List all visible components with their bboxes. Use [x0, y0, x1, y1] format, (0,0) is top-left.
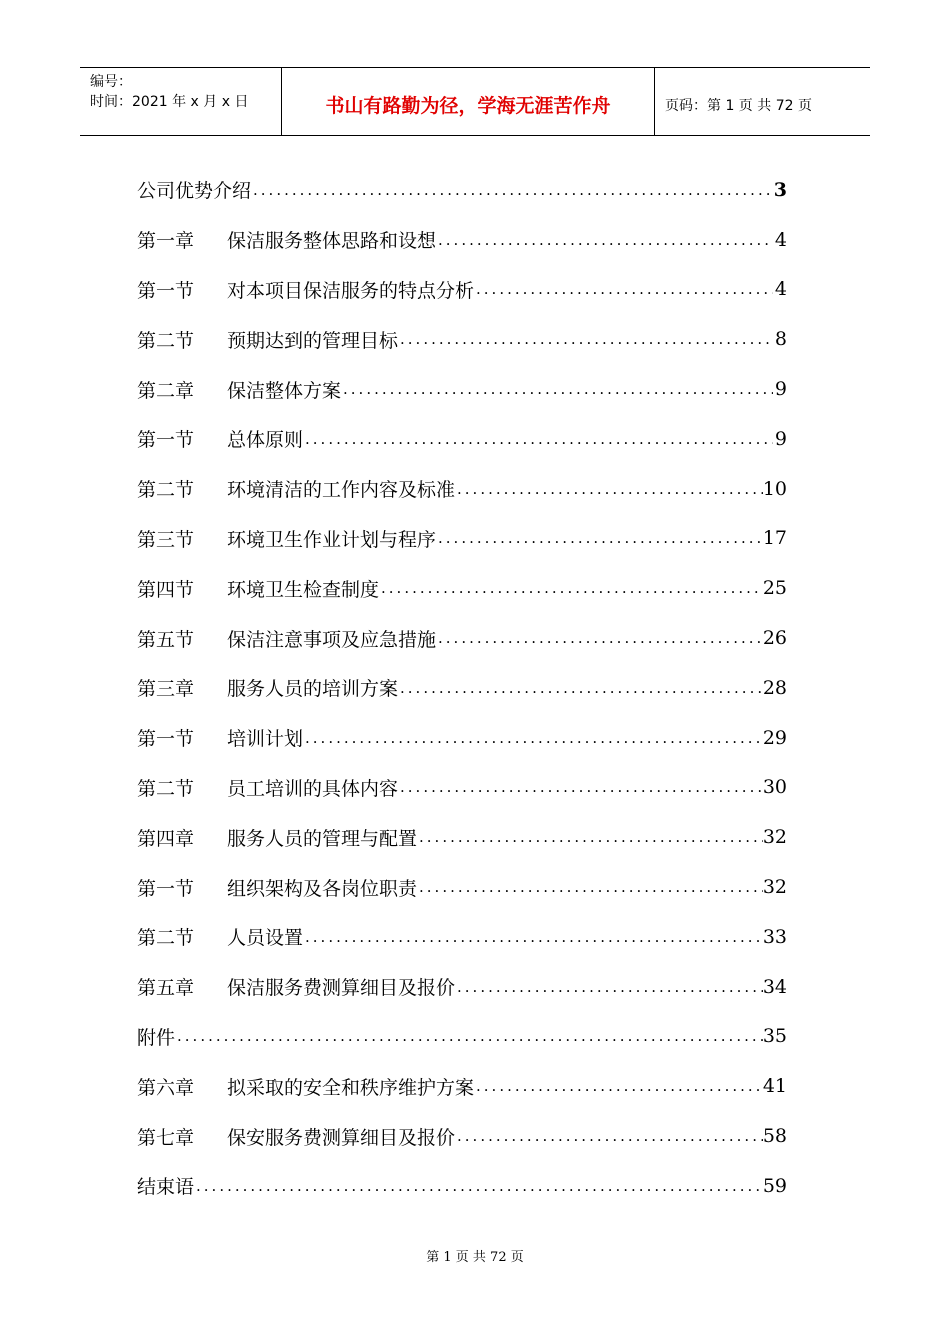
toc-dot-leader [398, 778, 763, 796]
toc-entry-title: 保洁服务费测算细目及报价 [227, 977, 456, 1000]
toc-entry-title: 保洁整体方案 [227, 379, 342, 402]
toc-entry-number: 第四章 [137, 827, 195, 850]
toc-entry-title: 拟采取的安全和秩序维护方案 [227, 1076, 475, 1099]
toc-entry-number: 第二节 [137, 329, 195, 352]
toc-entry-number: 第一节 [137, 728, 195, 751]
toc-entry-page: 17 [762, 527, 787, 550]
toc-entry-page: 26 [762, 627, 787, 650]
toc-entry[interactable] [137, 514, 787, 564]
toc-dot-leader [436, 629, 763, 647]
toc-entry-title: 培训计划 [227, 728, 304, 751]
toc-dot-leader [455, 978, 763, 996]
toc-entry-title: 员工培训的具体内容 [227, 777, 399, 800]
toc-entry-title: 环境清洁的工作内容及标准 [227, 479, 456, 502]
toc-dot-leader [417, 878, 763, 896]
toc-entry-page: 3 [773, 178, 787, 201]
toc-entry-number: 第三章 [137, 678, 195, 701]
toc-entry[interactable] [137, 1061, 787, 1111]
toc-entry-number: 第一节 [137, 279, 195, 302]
toc-dot-leader [455, 1127, 763, 1145]
toc-entry[interactable] [137, 663, 787, 713]
toc-dot-leader [251, 181, 773, 199]
toc-entry-title: 保洁服务整体思路和设想 [227, 230, 437, 253]
table-of-contents [137, 165, 787, 1211]
toc-dot-leader [398, 679, 763, 697]
toc-entry[interactable] [137, 962, 787, 1012]
toc-entry-page: 8 [774, 328, 787, 351]
toc-entry-title: 保洁注意事项及应急措施 [227, 628, 437, 651]
toc-entry[interactable] [137, 812, 787, 862]
toc-entry[interactable] [137, 464, 787, 514]
toc-entry-title: 公司优势介绍 [137, 180, 252, 203]
number-label: 编号： [90, 74, 132, 90]
toc-dot-leader [474, 280, 773, 298]
toc-entry-number: 第二节 [137, 927, 195, 950]
toc-entry-page: 30 [762, 776, 787, 799]
toc-dot-leader [194, 1177, 763, 1195]
toc-entry-title: 预期达到的管理目标 [227, 329, 399, 352]
toc-entry-page: 9 [774, 427, 787, 450]
toc-entry-page: 10 [762, 477, 787, 500]
toc-entry-number: 第六章 [137, 1076, 195, 1099]
toc-entry-title: 服务人员的管理与配置 [227, 827, 418, 850]
toc-entry[interactable] [137, 613, 787, 663]
toc-entry-title: 环境卫生作业计划与程序 [227, 528, 437, 551]
toc-dot-leader [436, 529, 763, 547]
toc-entry-page: 4 [774, 278, 787, 301]
toc-dot-leader [303, 729, 763, 747]
toc-entry-page: 58 [762, 1125, 787, 1148]
time-label: 时间：2021 年 x 月 x 日 [90, 94, 249, 110]
toc-entry-title: 环境卫生检查制度 [227, 578, 380, 601]
toc-entry[interactable] [137, 165, 787, 215]
toc-entry-number: 第七章 [137, 1126, 195, 1149]
toc-dot-leader [341, 380, 773, 398]
toc-entry-page: 41 [762, 1075, 787, 1098]
header-page-info: 页码：第 1 页 共 72 页 [665, 97, 812, 114]
header-meta-cell [80, 68, 282, 135]
toc-entry-number: 第一章 [137, 230, 195, 253]
toc-dot-leader [303, 430, 773, 448]
toc-entry-title: 附件 [137, 1026, 176, 1049]
toc-entry-page: 59 [762, 1174, 787, 1197]
toc-entry-number: 第一节 [137, 429, 195, 452]
toc-entry[interactable] [137, 563, 787, 613]
page-footer: 第 1 页 共 72 页 [426, 1250, 524, 1265]
toc-entry-title: 结束语 [137, 1176, 195, 1199]
toc-entry-number: 第二节 [137, 777, 195, 800]
toc-entry-number: 第五节 [137, 628, 195, 651]
toc-entry-page: 33 [762, 925, 787, 948]
toc-entry-page: 28 [762, 676, 787, 699]
toc-entry-page: 9 [774, 378, 787, 401]
toc-entry[interactable] [137, 1012, 787, 1062]
document-header [80, 67, 870, 136]
toc-entry-page: 32 [762, 826, 787, 849]
toc-entry-title: 对本项目保洁服务的特点分析 [227, 279, 475, 302]
header-motto: 书山有路勤为径，学海无涯苦作舟 [282, 68, 655, 135]
toc-entry[interactable] [137, 713, 787, 763]
toc-entry-title: 人员设置 [227, 927, 304, 950]
toc-entry-number: 第四节 [137, 578, 195, 601]
toc-entry[interactable] [137, 364, 787, 414]
toc-entry-title: 保安服务费测算细目及报价 [227, 1126, 456, 1149]
toc-entry-title: 组织架构及各岗位职责 [227, 877, 418, 900]
toc-entry[interactable] [137, 1161, 787, 1211]
toc-entry[interactable] [137, 414, 787, 464]
toc-entry-number: 第一节 [137, 877, 195, 900]
toc-entry-page: 32 [762, 876, 787, 899]
toc-entry-title: 服务人员的培训方案 [227, 678, 399, 701]
toc-entry-number: 第三节 [137, 528, 195, 551]
toc-entry[interactable] [137, 763, 787, 813]
toc-dot-leader [175, 1027, 763, 1045]
toc-entry-title: 总体原则 [227, 429, 304, 452]
toc-entry-page: 25 [762, 577, 787, 600]
toc-dot-leader [474, 1077, 763, 1095]
toc-dot-leader [303, 928, 763, 946]
toc-entry[interactable] [137, 265, 787, 315]
toc-entry[interactable] [137, 314, 787, 364]
toc-entry-page: 34 [762, 975, 787, 998]
toc-dot-leader [436, 231, 773, 249]
toc-entry-number: 第五章 [137, 977, 195, 1000]
toc-entry-page: 29 [762, 726, 787, 749]
toc-entry-number: 第二章 [137, 379, 195, 402]
toc-entry[interactable] [137, 862, 787, 912]
toc-dot-leader [455, 480, 763, 498]
toc-entry-page: 4 [774, 228, 787, 251]
toc-entry-number: 第二节 [137, 479, 195, 502]
toc-entry-page: 35 [762, 1025, 787, 1048]
toc-entry[interactable] [137, 1111, 787, 1161]
toc-dot-leader [417, 828, 763, 846]
toc-dot-leader [379, 579, 763, 597]
toc-entry[interactable] [137, 215, 787, 265]
toc-entry[interactable] [137, 912, 787, 962]
toc-dot-leader [398, 330, 773, 348]
